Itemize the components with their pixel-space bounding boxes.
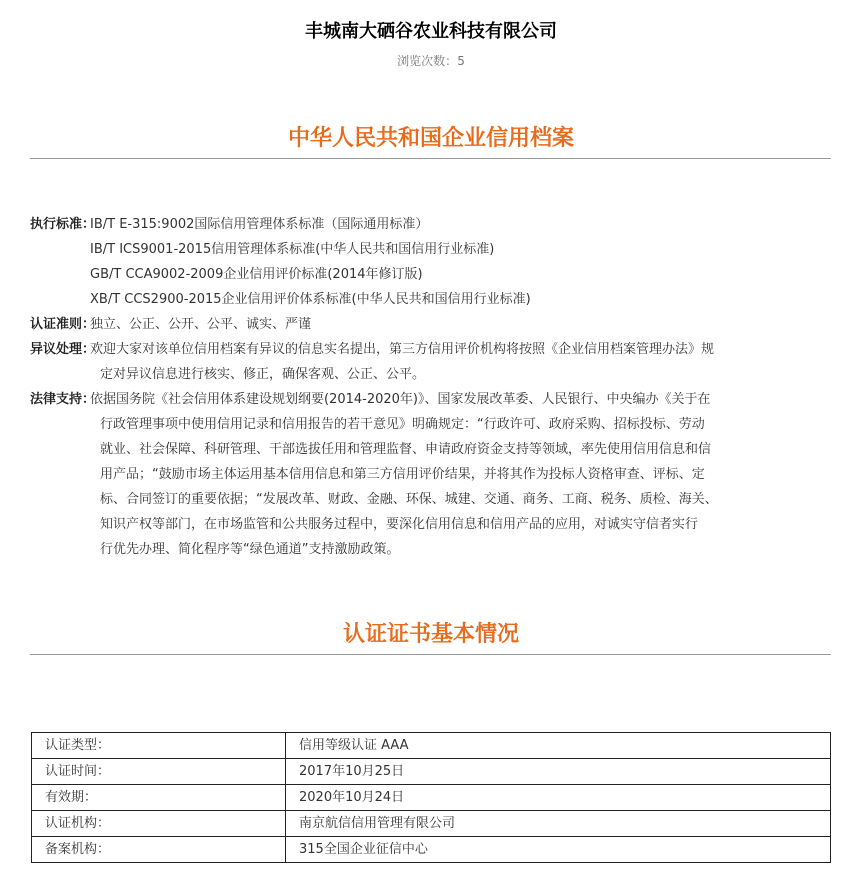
record-org-key: 备案机构： xyxy=(32,837,286,863)
cert-type-key: 认证类型： xyxy=(32,733,286,759)
legal-line: 标、合同签订的重要依据；“发展改革、财政、金融、环保、城建、交通、商务、工商、税务、质检、海关、 xyxy=(100,492,718,507)
section-divider xyxy=(30,158,831,159)
certificate-section-title: 认证证书基本情况 xyxy=(342,622,519,647)
standard-item: IB/T ICS9001-2015信用管理体系标准(中华人民共和国信用行业标准) xyxy=(90,242,495,257)
standards-row xyxy=(30,212,730,312)
principles-row xyxy=(30,312,730,337)
standards-label: 执行标准： xyxy=(30,217,96,232)
archive-section-title: 中华人民共和国企业信用档案 xyxy=(287,126,574,151)
objection-line: 定对异议信息进行核实、修正，确保客观、公正、公平。 xyxy=(100,367,426,382)
cert-type-value: 信用等级认证 AAA xyxy=(286,733,831,759)
cert-org-key: 认证机构： xyxy=(32,811,286,837)
validity-value: 2020年10月24日 xyxy=(286,785,831,811)
cert-org-value: 南京航信信用管理有限公司 xyxy=(286,811,831,837)
principles-text: 独立、公正、公开、公平、诚实、严谨 xyxy=(90,317,312,332)
standards-list xyxy=(90,212,730,312)
legal-line: 知识产权等部门，在市场监管和公共服务过程中，要深化信用信息和信用产品的应用，对诚实守信者实行 xyxy=(100,517,699,532)
credit-info-block xyxy=(30,212,730,562)
validity-key: 有效期： xyxy=(32,785,286,811)
cert-date-value: 2017年10月25日 xyxy=(286,759,831,785)
table-row xyxy=(32,811,831,837)
record-org-value: 315全国企业征信中心 xyxy=(286,837,831,863)
table-row xyxy=(32,759,831,785)
company-title: 丰城南大硒谷农业科技有限公司 xyxy=(305,21,557,42)
view-count-label: 浏览次数： xyxy=(397,54,458,68)
standard-item: XB/T CCS2900-2015企业信用评价体系标准(中华人民共和国信用行业标准) xyxy=(90,292,531,307)
standard-item: IB/T E-315:9002国际信用管理体系标准（国际通用标准） xyxy=(90,217,429,232)
legal-line: 行政管理事项中使用信用记录和信用报告的若干意见》明确规定：“行政许可、政府采购、招标投标、劳动 xyxy=(100,417,705,432)
legal-line: 行优先办理、简化程序等“绿色通道”支持激励政策。 xyxy=(100,542,400,557)
section-divider xyxy=(30,654,831,655)
objection-line: 欢迎大家对该单位信用档案有异议的信息实名提出，第三方信用评价机构将按照《企业信用档案管理办法》规 xyxy=(90,342,715,357)
objection-text xyxy=(90,337,730,387)
legal-line: 就业、社会保障、科研管理、干部选拔任用和管理监督、申请政府资金支持等领域，率先使用信用信息和信 xyxy=(100,442,712,457)
cert-date-key: 认证时间： xyxy=(32,759,286,785)
standard-item: GB/T CCA9002-2009企业信用评价标准(2014年修订版) xyxy=(90,267,423,282)
legal-line: 依据国务院《社会信用体系建设规划纲要(2014-2020年)》、国家发展改革委、人民银行、中央编办《关于在 xyxy=(90,392,711,407)
legal-row xyxy=(30,387,730,562)
legal-text xyxy=(90,387,730,562)
legal-label: 法律支持： xyxy=(30,392,96,407)
view-count xyxy=(0,52,862,70)
view-count-value: 5 xyxy=(457,54,465,68)
objection-row xyxy=(30,337,730,387)
legal-line: 用产品；“鼓励市场主体运用基本信用信息和第三方信用评价结果，并将其作为投标人资格审查、评标、定 xyxy=(100,467,705,482)
principles-label: 认证准则： xyxy=(30,317,96,332)
table-row xyxy=(32,733,831,759)
table-row xyxy=(32,837,831,863)
certificate-table xyxy=(31,732,831,863)
objection-label: 异议处理： xyxy=(30,342,96,357)
table-row xyxy=(32,785,831,811)
